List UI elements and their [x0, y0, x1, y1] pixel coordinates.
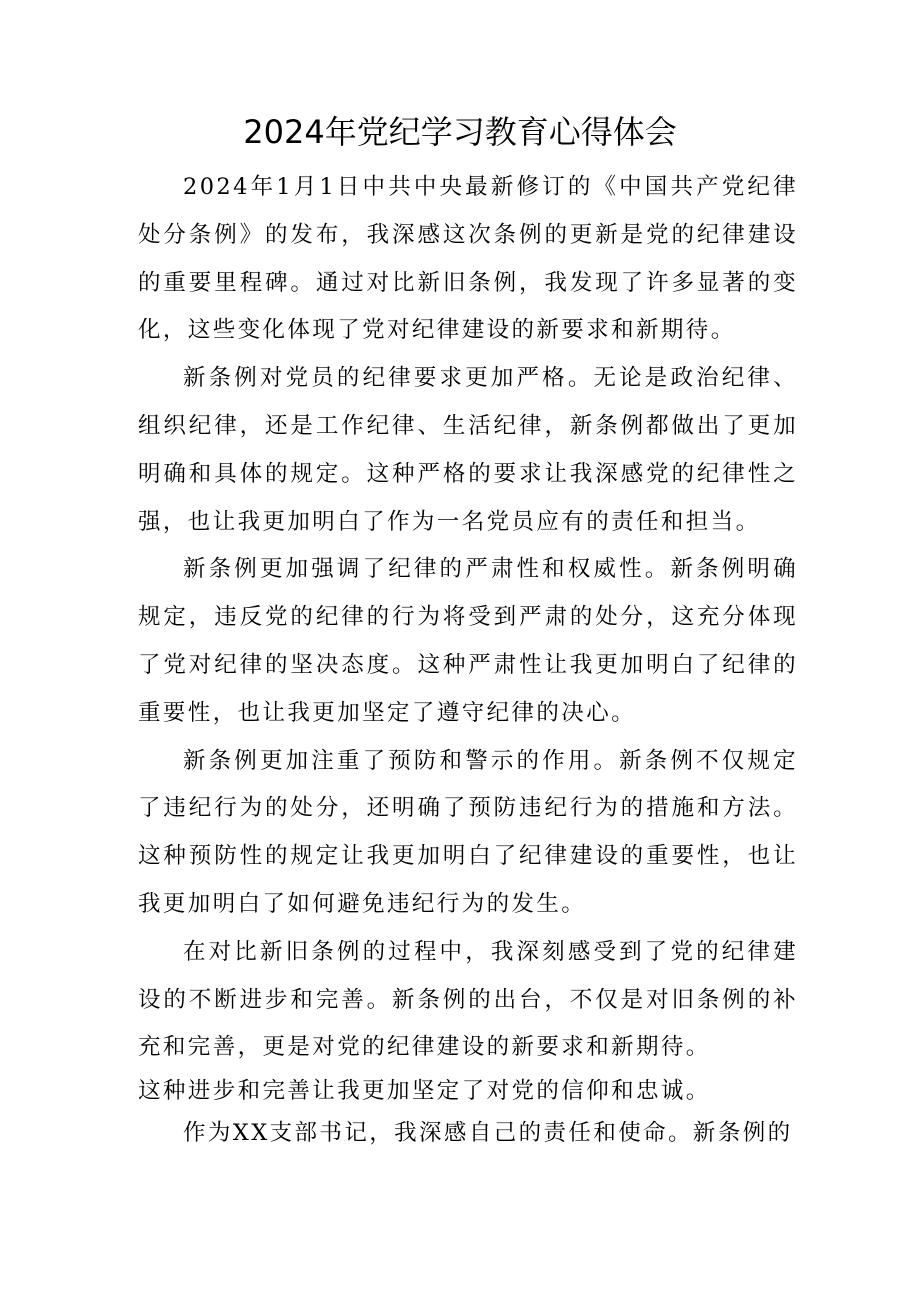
document-body	[138, 164, 798, 1158]
paragraph-4: 新条例更加注重了预防和警示的作用。新条例不仅规定了违纪行为的处分，还明确了预防违纪行为的措施和方法。这种预防性的规定让我更加明白了纪律建设的重要性，也让我更加明白了如何避免违纪行为的发生。	[138, 747, 798, 917]
paragraph-6: 这种进步和完善让我更加坚定了对党的信仰和忠诚。	[138, 1078, 711, 1105]
paragraph-2: 新条例对党员的纪律要求更加严格。无论是政治纪律、组织纪律，还是工作纪律、生活纪律，新条例都做出了更加明确和具体的规定。这种严格的要求让我深感党的纪律性之强，也让我更加明白了作为一名党员应有的责任和担当。	[138, 365, 798, 535]
paragraph-5: 在对比新旧条例的过程中，我深刻感受到了党的纪律建设的不断进步和完善。新条例的出台，不仅是对旧条例的补充和完善，更是对党的纪律建设的新要求和新期待。	[138, 938, 798, 1061]
paragraph-3: 新条例更加强调了纪律的严肃性和权威性。新条例明确规定，违反党的纪律的行为将受到严肃的处分，这充分体现了党对纪律的坚决态度。这种严肃性让我更加明白了纪律的重要性，也让我更加坚定了遵守纪律的决心。	[138, 556, 798, 726]
paragraph-7: 作为XX支部书记，我深感自己的责任和使命。新条例的	[183, 1120, 793, 1147]
paragraph-1: 2024年1月1日中共中央最新修订的《中国共产党纪律处分条例》的发布，我深感这次条例的更新是党的纪律建设的重要里程碑。通过对比新旧条例，我发现了许多显著的变化，这些变化体现了党对纪律建设的新要求和新期待。	[138, 174, 798, 344]
document-title: 2024年党纪学习教育心得体会	[243, 113, 677, 151]
